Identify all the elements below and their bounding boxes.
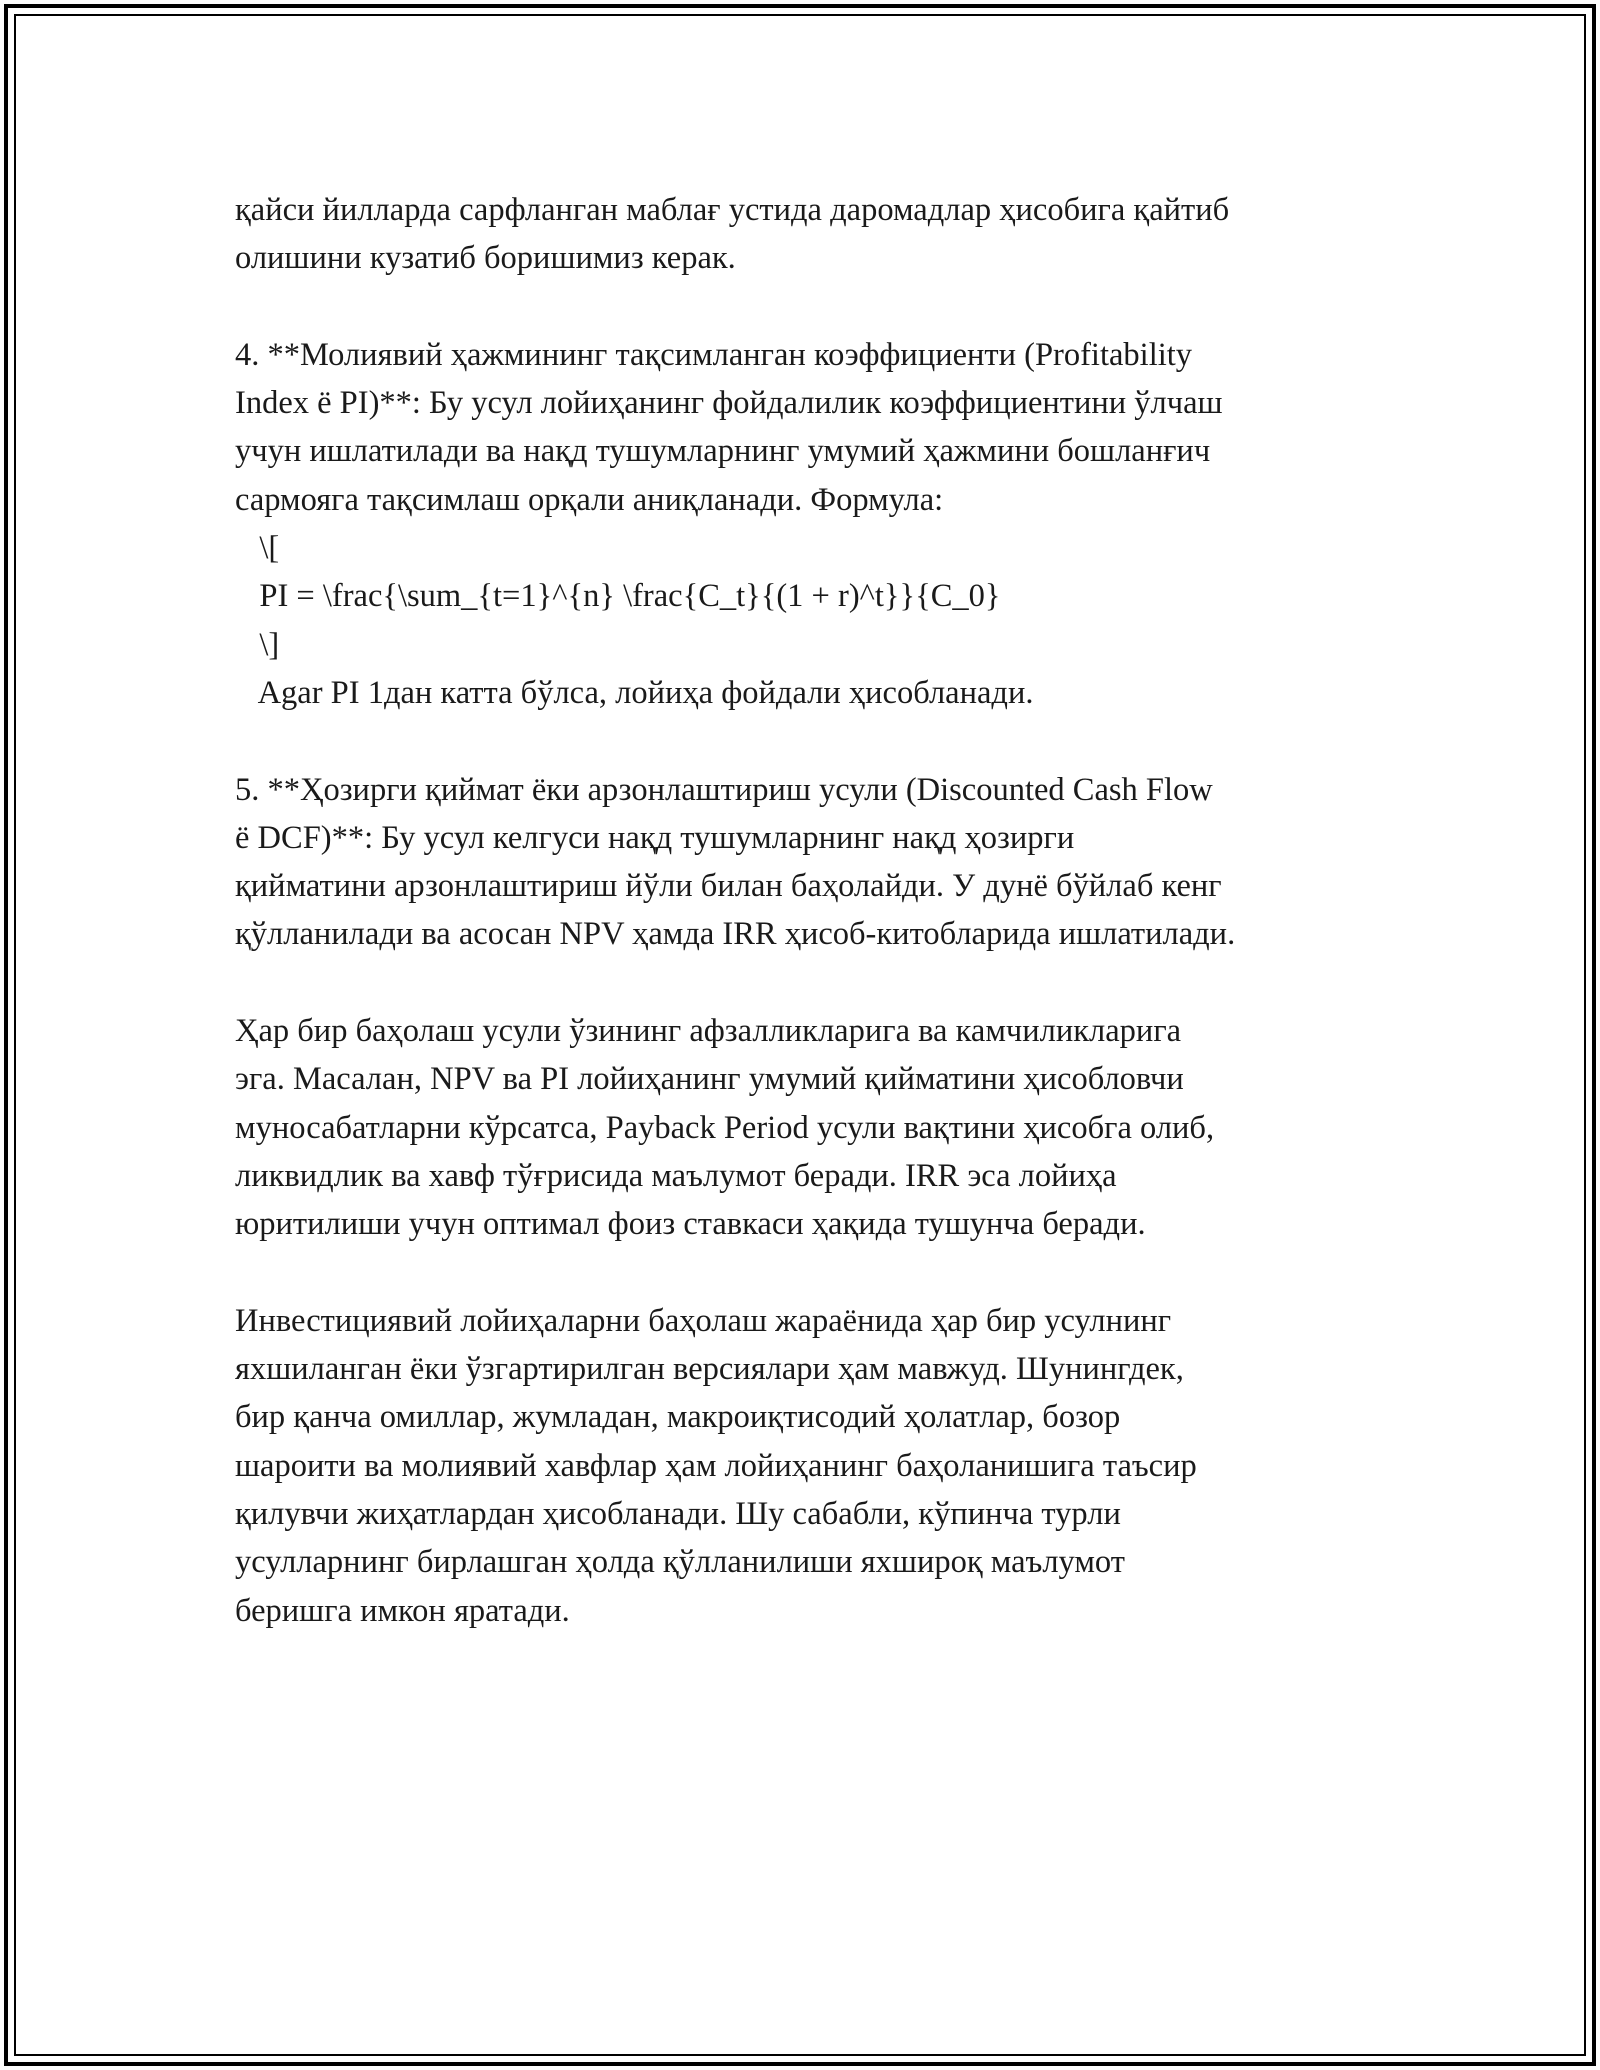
- text-line: ликвидлик ва хавф тўғрисида маълумот беради. IRR эса лойиҳа: [235, 1157, 1117, 1194]
- text-line: юритилиши учун оптимал фоиз ставкаси ҳақида тушунча беради.: [235, 1206, 1146, 1243]
- text-line: Ҳар бир баҳолаш усули ўзининг афзалликларига ва камчиликларига: [235, 1013, 1182, 1050]
- paragraph-spacer: [235, 717, 1395, 765]
- text-line: муносабатларни кўрсатса, Payback Period усули вақтини ҳисобга олиб,: [235, 1109, 1215, 1146]
- text-line: усулларнинг бирлашган ҳолда қўлланилиши яхшироқ маълумот: [235, 1544, 1125, 1581]
- paragraph-item-5-dcf: [235, 766, 1395, 959]
- text-line: сармояга тақсимлаш орқали аниқланади. Формула:: [235, 481, 944, 518]
- text-line: Index ё PI)**: Бу усул лойиҳанинг фойдалилик коэффициентини ўлчаш: [235, 385, 1223, 422]
- document-body: [235, 186, 1395, 1635]
- formula-open: \[: [235, 530, 280, 567]
- text-line: беришга имкон яратади.: [235, 1592, 570, 1629]
- formula-close: \]: [235, 626, 280, 663]
- text-line: ё DCF)**: Бу усул келгуси нақд тушумларнинг нақд ҳозирги: [235, 819, 1075, 856]
- text-line: учун ишлатилади ва нақд тушумларнинг умумий ҳажмини бошланғич: [235, 433, 1211, 470]
- text-line: 4. **Молиявий ҳажмининг тақсимланган коэффициенти (Profitability: [235, 336, 1193, 373]
- formula-pi: PI = \frac{\sum_{t=1}^{n} \frac{C_t}{(1 + r)^t}}{C_0}: [235, 578, 1001, 615]
- text-line: қайси йилларда сарфланган маблағ устида даромадлар ҳисобига қайтиб: [235, 192, 1230, 228]
- text-line: олишини кузатиб боришимиз керак.: [235, 240, 736, 277]
- text-line: Agar PI 1дан катта бўлса, лойиҳа фойдали ҳисобланади.: [235, 674, 1034, 711]
- text-line: Инвестициявий лойиҳаларни баҳолаш жараёнида ҳар бир усулнинг: [235, 1302, 1172, 1339]
- text-line: шароити ва молиявий хавфлар ҳам лойиҳанинг баҳоланишига таъсир: [235, 1447, 1197, 1484]
- text-line: бир қанча омиллар, жумладан, макроиқтисодий ҳолатлар, бозор: [235, 1399, 1121, 1436]
- paragraph-spacer: [235, 959, 1395, 1007]
- text-line: қилувчи жиҳатлардан ҳисобланади. Шу сабабли, кўпинча турли: [235, 1496, 1121, 1533]
- text-line: 5. **Ҳозирги қиймат ёки арзонлаштириш усули (Discounted Cash Flow: [235, 771, 1213, 808]
- paragraph-spacer: [235, 283, 1395, 331]
- text-line: эга. Масалан, NPV ва PI лойиҳанинг умумий қийматини ҳисобловчи: [235, 1061, 1184, 1098]
- paragraph-item-4-profitability-index: [235, 331, 1395, 717]
- paragraph-conclusion: [235, 1297, 1395, 1635]
- text-line: қўлланилади ва асосан NPV ҳамда IRR ҳисоб-китобларида ишлатилади.: [235, 916, 1236, 953]
- paragraph-continuation: [235, 186, 1395, 283]
- text-line: қийматини арзонлаштириш йўли билан баҳолайди. У дунё бўйлаб кенг: [235, 868, 1222, 905]
- paragraph-comparison: [235, 1007, 1395, 1248]
- text-line: яхшиланган ёки ўзгартирилган версиялари ҳам мавжуд. Шунингдек,: [235, 1351, 1184, 1388]
- paragraph-spacer: [235, 1249, 1395, 1297]
